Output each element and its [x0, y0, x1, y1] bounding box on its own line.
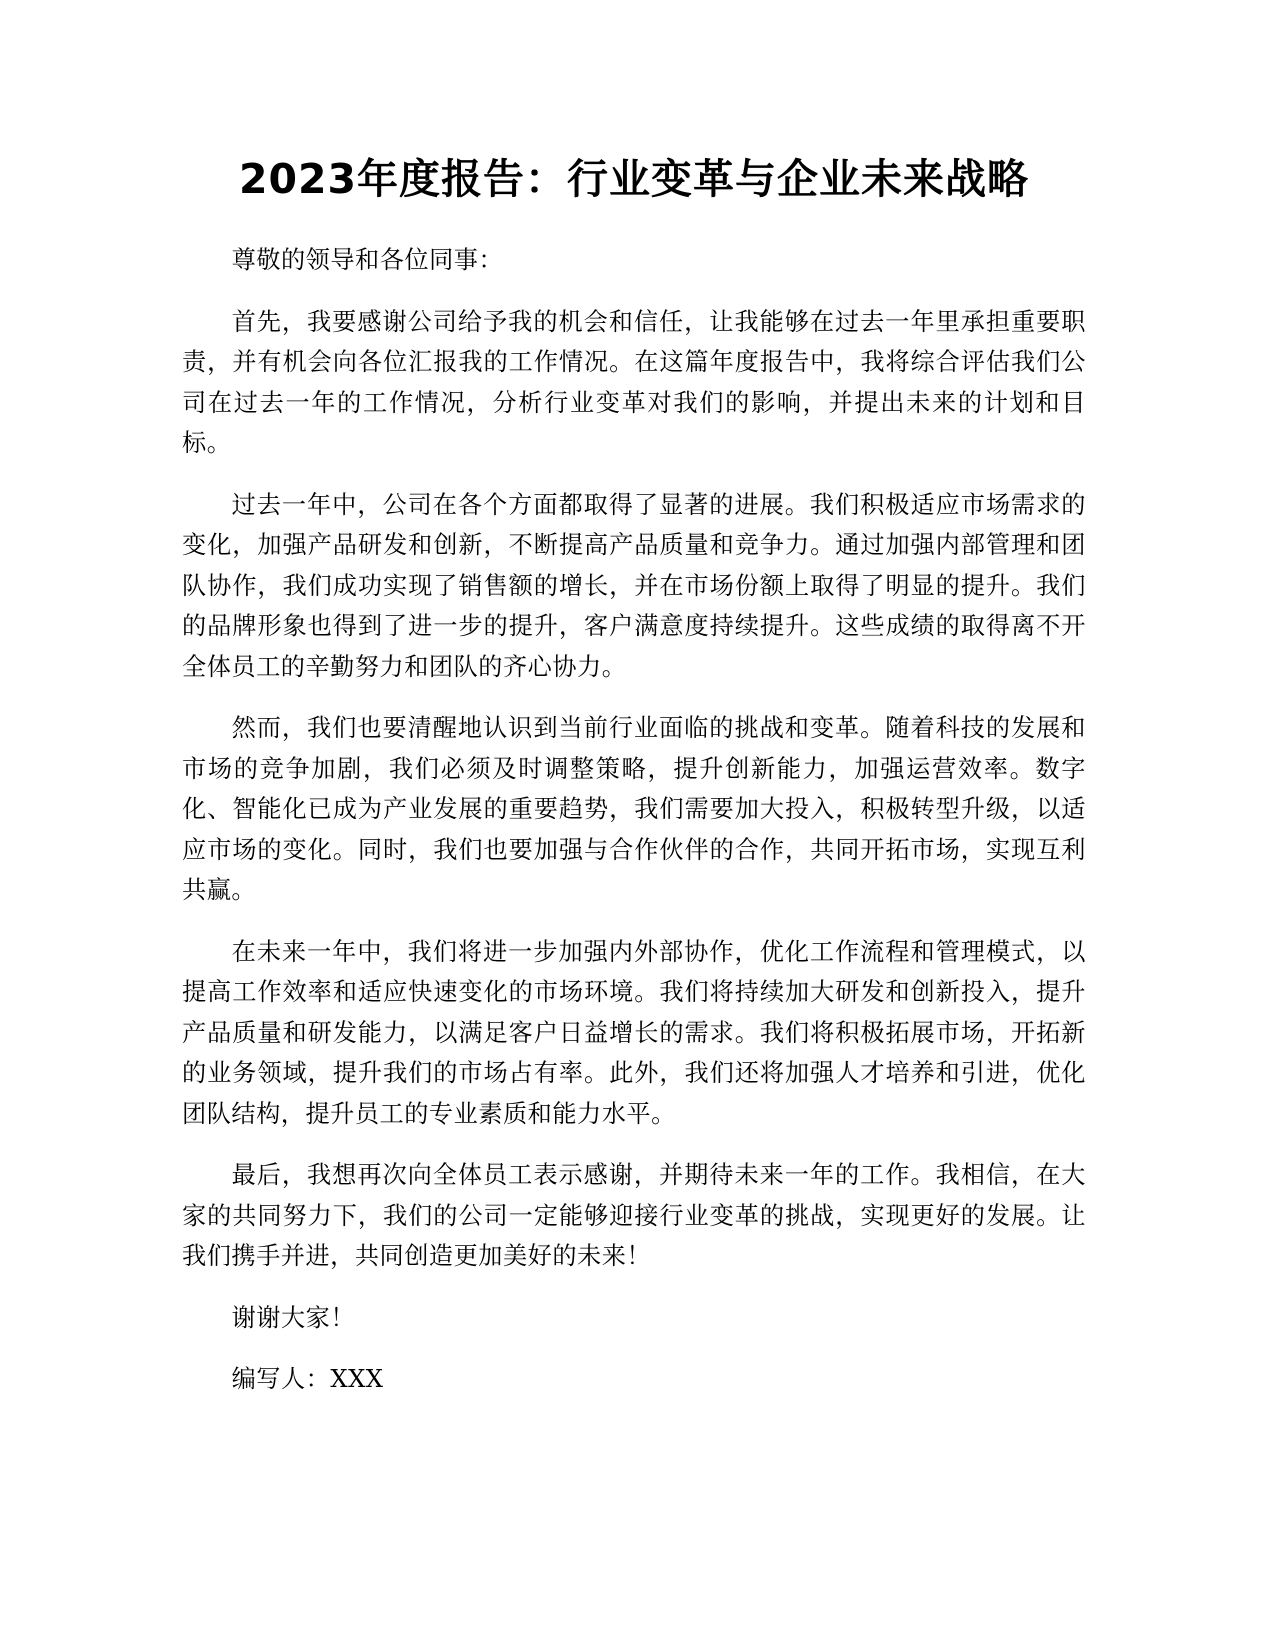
- salutation: 尊敬的领导和各位同事：: [231, 246, 504, 274]
- paragraph-industry-challenges: 然而，我们也要清醒地认识到当前行业面临的挑战和变革。随着科技的发展和市场的竞争加剧，我们必须及时调整策略，提升创新能力，加强运营效率。数字化、智能化已成为产业发展的重要趋势，我们需要加大投入，积极转型升级，以适应市场的变化。同时，我们也要加强与合作伙伴的合作，共同开拓市场，实现互利共赢。: [182, 714, 1086, 904]
- paragraph-conclusion: 最后，我想再次向全体员工表示感谢，并期待未来一年的工作。我相信，在大家的共同努力下，我们的公司一定能够迎接行业变革的挑战，实现更好的发展。让我们携手并进，共同创造更加美好的未来！: [182, 1161, 1086, 1270]
- paragraph-introduction: 首先，我要感谢公司给予我的机会和信任，让我能够在过去一年里承担重要职责，并有机会向各位汇报我的工作情况。在这篇年度报告中，我将综合评估我们公司在过去一年的工作情况，分析行业变革对我们的影响，并提出未来的计划和目标。: [182, 307, 1086, 457]
- closing-thanks: 谢谢大家！: [231, 1303, 356, 1332]
- document-page: [182, 150, 1086, 1421]
- author-line: 编写人：XXX: [231, 1365, 384, 1393]
- paragraph-future-plans: 在未来一年中，我们将进一步加强内外部协作，优化工作流程和管理模式，以提高工作效率和适应快速变化的市场环境。我们将持续加大研发和创新投入，提升产品质量和研发能力，以满足客户日益增长的需求。我们将积极拓展市场，开拓新的业务领域，提升我们的市场占有率。此外，我们还将加强人才培养和引进，优化团队结构，提升员工的专业素质和能力水平。: [182, 937, 1086, 1128]
- document-title: 2023年度报告：行业变革与企业未来战略: [238, 155, 1030, 203]
- paragraph-past-year-progress: 过去一年中，公司在各个方面都取得了显著的进展。我们积极适应市场需求的变化，加强产品研发和创新，不断提高产品质量和竞争力。通过加强内部管理和团队协作，我们成功实现了销售额的增长，并在市场份额上取得了明显的提升。我们的品牌形象也得到了进一步的提升，客户满意度持续提升。这些成绩的取得离不开全体员工的辛勤努力和团队的齐心协力。: [182, 490, 1086, 681]
- document-body: [182, 240, 1086, 1400]
